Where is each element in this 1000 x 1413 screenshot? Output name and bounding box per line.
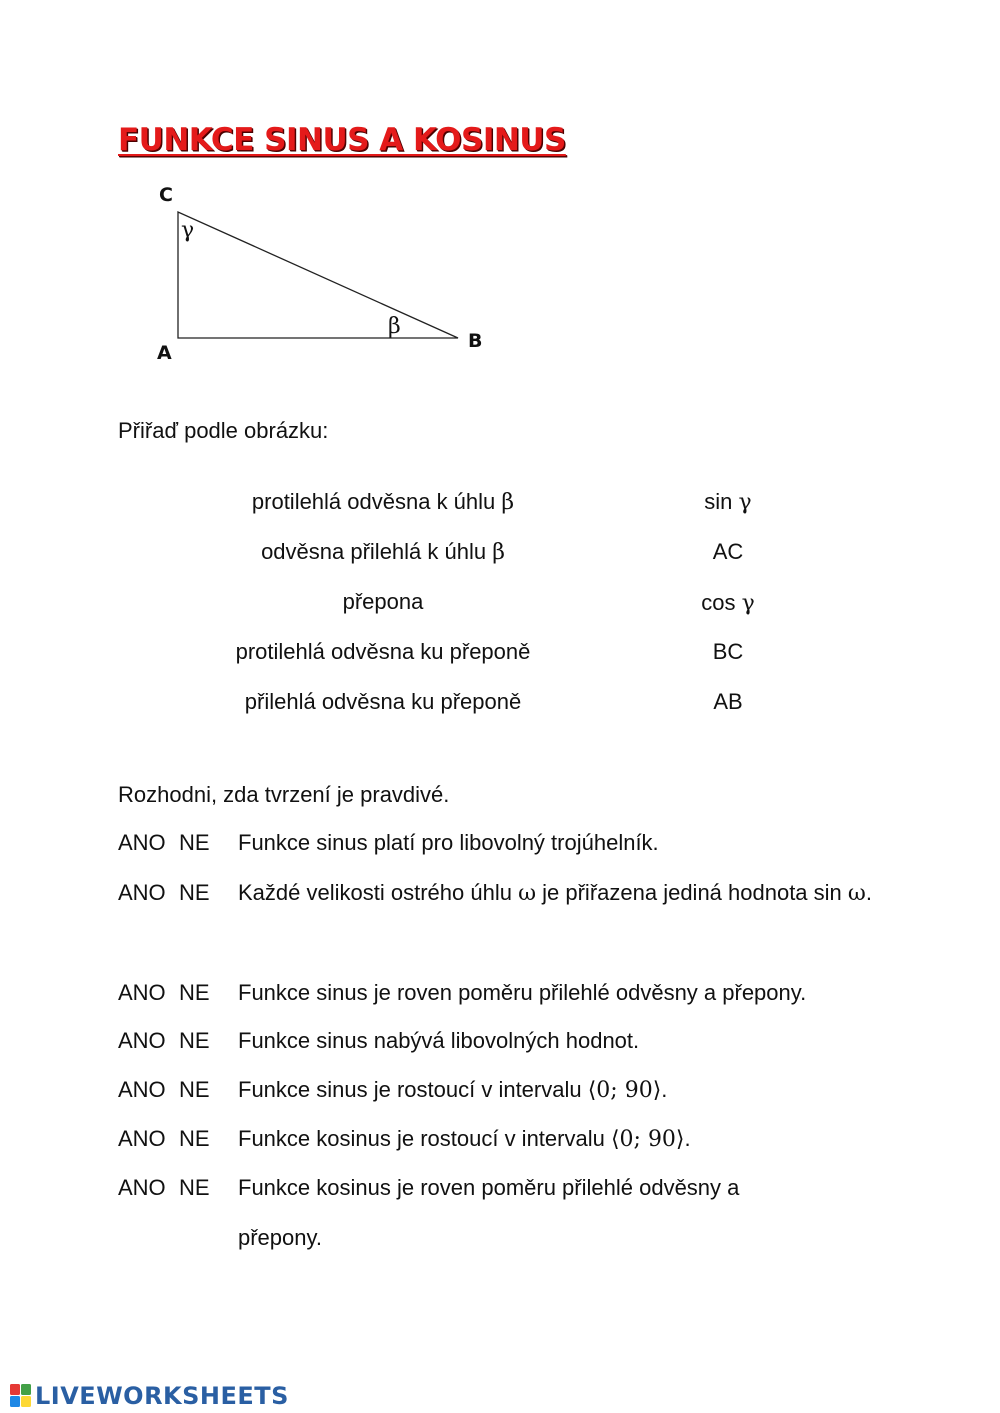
angle-label-beta: β — [388, 314, 401, 339]
no-choice[interactable]: NE — [179, 1126, 210, 1151]
statement-part: Každé velikosti ostrého úhlu — [238, 880, 519, 905]
yes-choice[interactable]: ANO — [118, 980, 166, 1005]
match-left-text: přilehlá odvěsna ku přeponě — [244, 689, 522, 714]
statement-text — [238, 1163, 818, 1263]
statement-part: . — [661, 1077, 668, 1102]
matching-instruction: Přiřaď podle obrázku: — [118, 418, 329, 443]
yes-choice[interactable]: ANO — [118, 1175, 166, 1200]
no-choice[interactable]: NE — [179, 1028, 210, 1053]
match-right-item[interactable] — [648, 590, 808, 617]
no-choice[interactable]: NE — [179, 880, 210, 905]
match-right-text: BC — [712, 639, 744, 664]
no-choice[interactable]: NE — [179, 980, 210, 1005]
match-right-item[interactable] — [648, 639, 808, 665]
match-right-text: cos — [701, 590, 742, 615]
match-right-text: sin — [704, 489, 739, 514]
statement-part: Funkce kosinus je roven poměru přilehlé odvěsny a přepony. — [238, 1175, 740, 1250]
statement-text — [238, 818, 898, 868]
right-triangle-figure — [150, 180, 500, 370]
triangle-shape — [178, 212, 458, 338]
statement-part: Funkce sinus je rostoucí v intervalu — [238, 1077, 588, 1102]
match-right-symbol: γ — [741, 591, 755, 616]
angle-label-gamma: γ — [181, 218, 195, 243]
match-right-item[interactable] — [648, 689, 808, 715]
vertex-label-b: B — [468, 330, 483, 352]
match-left-item[interactable] — [133, 539, 633, 566]
statement-part: . — [684, 1126, 691, 1151]
yes-choice[interactable]: ANO — [118, 880, 166, 905]
match-right-item[interactable] — [648, 489, 808, 516]
match-right-symbol: γ — [738, 490, 752, 515]
statement-part: je přiřazena jediná hodnota sin — [536, 880, 848, 905]
omega-symbol: ω — [847, 881, 866, 906]
match-right-text: AC — [712, 539, 744, 564]
page-title: FUNKCE SINUS A KOSINUS — [118, 122, 566, 158]
omega-symbol: ω — [518, 881, 537, 906]
interval-math: ⟨0; 90⟩ — [587, 1078, 662, 1103]
statement-part: Funkce kosinus je rostoucí v intervalu — [238, 1126, 611, 1151]
statement-text — [238, 1114, 898, 1165]
vertex-label-c: C — [159, 184, 173, 206]
statement-text — [238, 1065, 898, 1116]
statement-part: Funkce sinus platí pro libovolný trojúhelník. — [238, 830, 659, 855]
statement-text — [238, 1016, 898, 1066]
match-right-item[interactable] — [648, 539, 808, 565]
no-choice[interactable]: NE — [179, 1175, 210, 1200]
interval-math: ⟨0; 90⟩ — [610, 1127, 685, 1152]
yes-choice[interactable]: ANO — [118, 1126, 166, 1151]
match-left-text: protilehlá odvěsna ku přeponě — [235, 639, 531, 664]
match-left-symbol: β — [501, 490, 515, 515]
statement-text — [238, 968, 898, 1018]
statement-text — [238, 868, 898, 919]
vertex-label-a: A — [157, 342, 172, 364]
match-right-text: AB — [713, 689, 743, 714]
match-left-text: protilehlá odvěsna k úhlu — [251, 489, 502, 514]
yes-choice[interactable]: ANO — [118, 1077, 166, 1102]
statement-part: Funkce sinus je roven poměru přilehlé odvěsny a přepony. — [238, 980, 807, 1005]
statement-part: Funkce sinus nabývá libovolných hodnot. — [238, 1028, 640, 1053]
match-left-item[interactable] — [133, 589, 633, 615]
match-left-symbol: β — [492, 540, 505, 565]
match-left-item[interactable] — [133, 489, 633, 516]
match-left-item[interactable] — [133, 639, 633, 665]
no-choice[interactable]: NE — [179, 830, 210, 855]
yes-choice[interactable]: ANO — [118, 830, 166, 855]
true-false-instruction: Rozhodni, zda tvrzení je pravdivé. — [118, 782, 450, 807]
match-left-text: odvěsna přilehlá k úhlu — [261, 539, 493, 564]
logo-text: LIVEWORKSHEETS — [35, 1382, 289, 1410]
logo-blocks-icon — [10, 1384, 32, 1408]
match-left-text: přepona — [342, 589, 424, 614]
liveworksheets-logo[interactable] — [10, 1382, 289, 1410]
yes-choice[interactable]: ANO — [118, 1028, 166, 1053]
no-choice[interactable]: NE — [179, 1077, 210, 1102]
match-left-item[interactable] — [133, 689, 633, 715]
statement-part: . — [865, 880, 872, 905]
